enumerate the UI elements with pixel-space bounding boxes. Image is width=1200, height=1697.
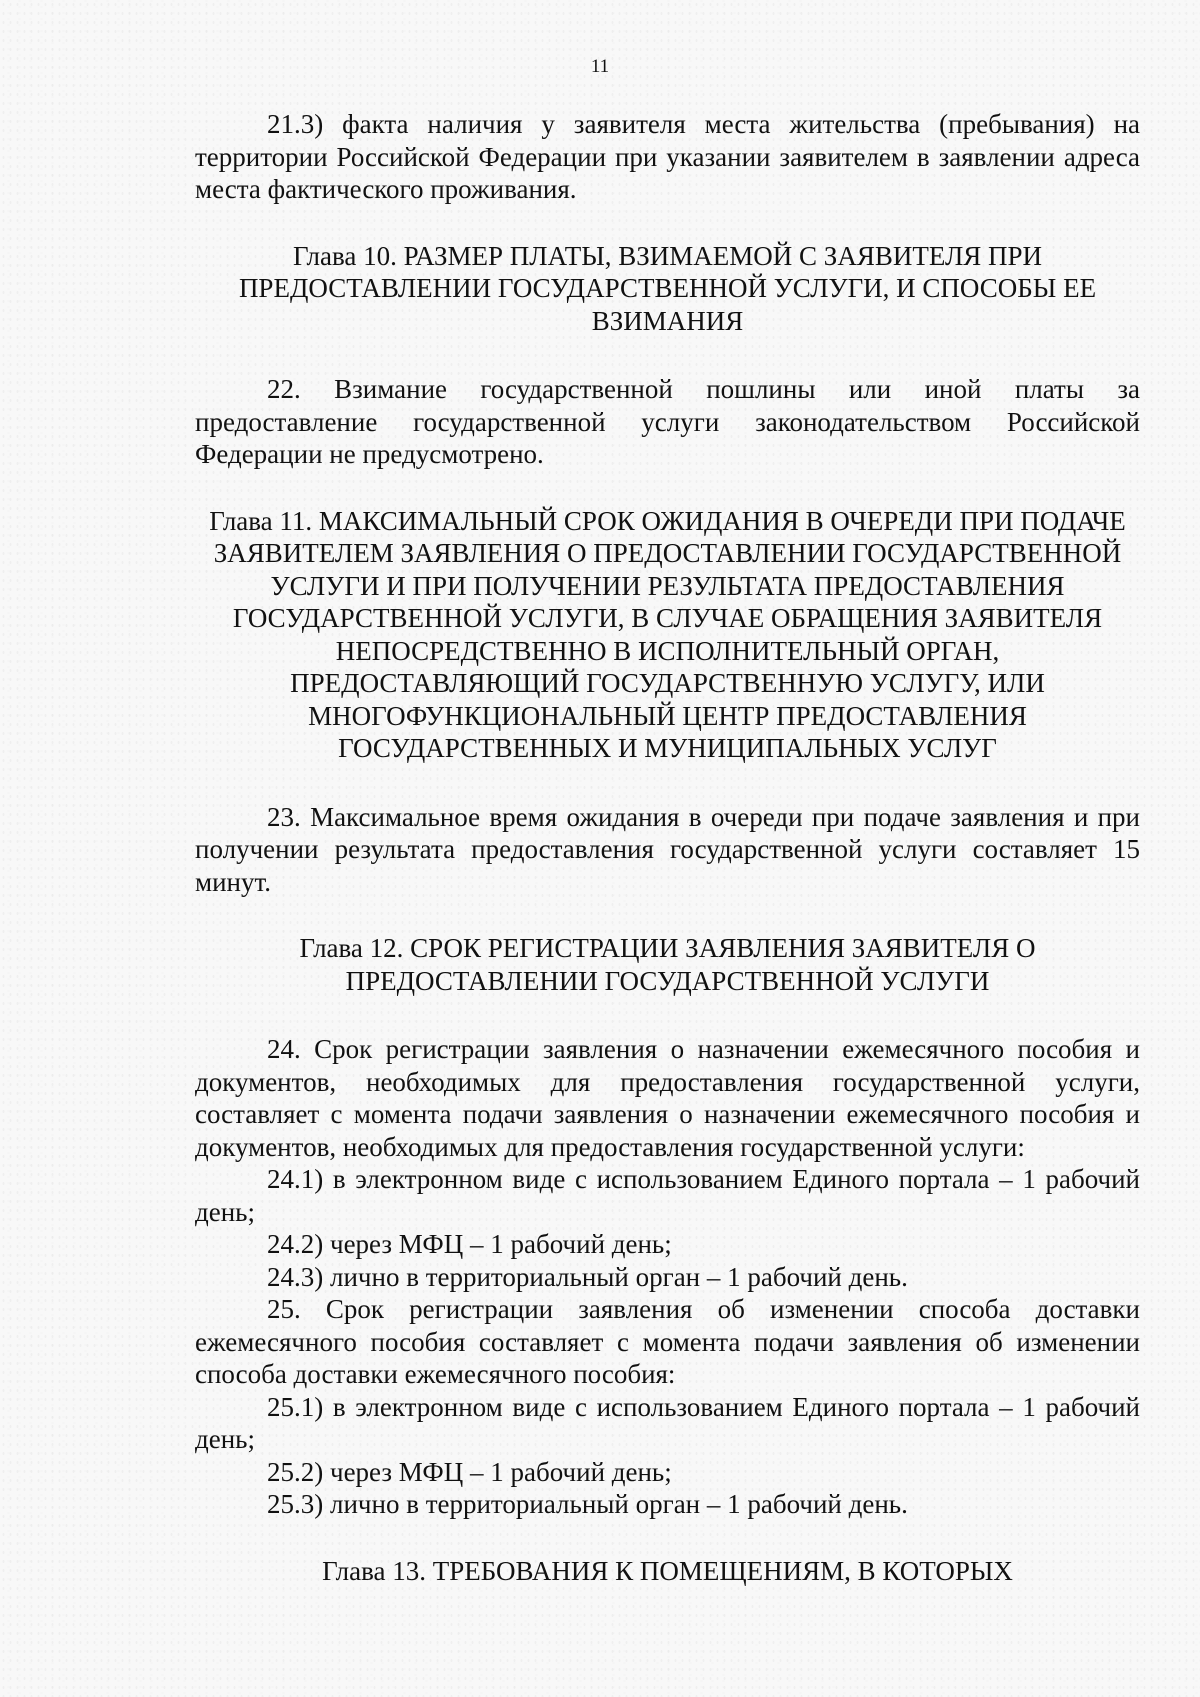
paragraph-25-1: 25.1) в электронном виде с использованием Единого портала – 1 рабочий день; xyxy=(195,1391,1140,1454)
page-number: 11 xyxy=(590,56,610,77)
paragraph-24-2: 24.2) через МФЦ – 1 рабочий день; xyxy=(267,1229,672,1259)
paragraph-22: 22. Взимание государственной пошлины или иной платы за предоставление государственной услуги законодательством Российской Федерации не предусмотрено. xyxy=(195,374,1140,469)
chapter-11-heading: Глава 11. МАКСИМАЛЬНЫЙ СРОК ОЖИДАНИЯ В ОЧЕРЕДИ ПРИ ПОДАЧЕ ЗАЯВИТЕЛЕМ ЗАЯВЛЕНИЯ О ПРЕДОСТАВЛЕНИИ ГОСУДАРСТВЕННОЙ УСЛУГИ И ПРИ ПОЛУЧЕНИИ РЕЗУЛЬТАТА ПРЕДОСТАВЛЕНИЯ ГОСУДАРСТВЕННОЙ УСЛУГИ, В СЛУЧАЕ ОБРАЩЕНИЯ ЗАЯВИТЕЛЯ НЕПОСРЕДСТВЕННО В ИСПОЛНИТЕЛЬНЫЙ ОРГАН, ПРЕДОСТАВЛЯЮЩИЙ ГОСУДАРСТВЕННУЮ УСЛУГУ, ИЛИ МНОГОФУНКЦИОНАЛЬНЫЙ ЦЕНТР ПРЕДОСТАВЛЕНИЯ ГОСУДАРСТВЕННЫХ И МУНИЦИПАЛЬНЫХ УСЛУГ xyxy=(209,505,1126,763)
paragraph-25-3: 25.3) лично в территориальный орган – 1 рабочий день. xyxy=(267,1489,908,1519)
paragraph-25: 25. Срок регистрации заявления об изменении способа доставки ежемесячного пособия составляет с момента подачи заявления об изменении способа доставки ежемесячного пособия: xyxy=(195,1294,1140,1389)
paragraph-25-2: 25.2) через МФЦ – 1 рабочий день; xyxy=(267,1456,672,1487)
chapter-13-heading: Глава 13. ТРЕБОВАНИЯ К ПОМЕЩЕНИЯМ, В КОТОРЫХ xyxy=(322,1555,1013,1586)
chapter-12-heading: Глава 12. СРОК РЕГИСТРАЦИИ ЗАЯВЛЕНИЯ ЗАЯВИТЕЛЯ О ПРЕДОСТАВЛЕНИИ ГОСУДАРСТВЕННОЙ УСЛУГИ xyxy=(299,933,1036,996)
paragraph-24: 24. Срок регистрации заявления о назначении ежемесячного пособия и документов, необходимых для предоставления государственной услуги, составляет с момента подачи заявления о назначении ежемесячного пособия и документов, необходимых для предоставления государственной услуги: xyxy=(195,1034,1140,1162)
document-body xyxy=(195,108,1140,1587)
paragraph-24-3: 24.3) лично в территориальный орган – 1 рабочий день. xyxy=(267,1261,908,1292)
paragraph-21-3: 21.3) факта наличия у заявителя места жительства (пребывания) на территории Российской Федерации при указании заявителем в заявлении адреса места фактического проживания. xyxy=(195,109,1140,204)
paragraph-23: 23. Максимальное время ожидания в очереди при подаче заявления и при получении результата предоставления государственной услуги составляет 15 минут. xyxy=(195,801,1140,897)
paragraph-24-1: 24.1) в электронном виде с использованием Единого портала – 1 рабочий день; xyxy=(195,1164,1140,1227)
chapter-10-heading: Глава 10. РАЗМЕР ПЛАТЫ, ВЗИМАЕМОЙ С ЗАЯВИТЕЛЯ ПРИ ПРЕДОСТАВЛЕНИИ ГОСУДАРСТВЕННОЙ УСЛУГИ, И СПОСОБЫ ЕЕ ВЗИМАНИЯ xyxy=(238,240,1097,336)
